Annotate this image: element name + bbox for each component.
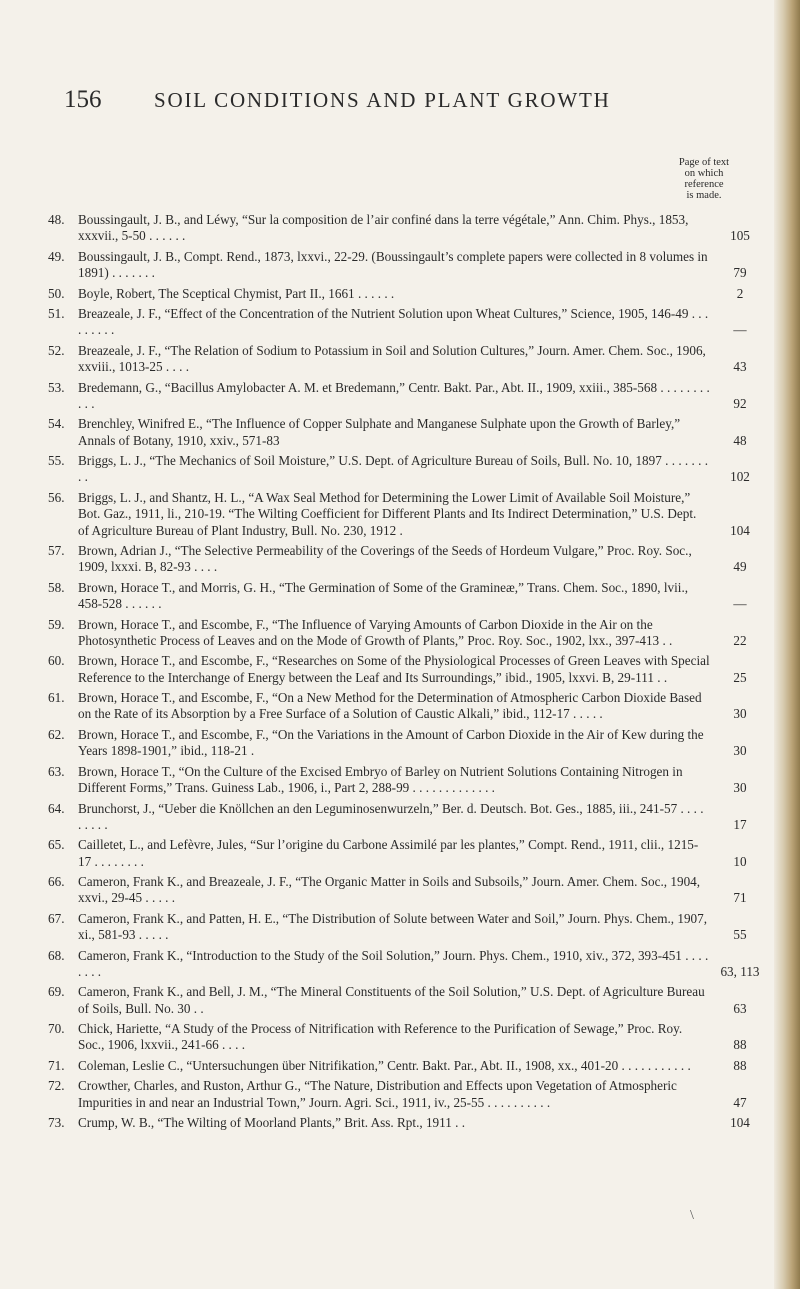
bibliography-entry [48, 453, 760, 486]
bibliography-entry [48, 801, 760, 834]
entry-page-reference: 48 [733, 432, 747, 448]
entry-page-reference: 104 [730, 522, 750, 538]
bibliography-entry [48, 1021, 760, 1054]
bibliography-entry [48, 653, 760, 686]
entry-page-reference: 49 [733, 559, 747, 575]
column-heading-line: is made. [686, 190, 722, 201]
bibliography-entry [48, 948, 760, 981]
bibliography-entry [48, 617, 760, 650]
entry-page-reference: 55 [733, 927, 747, 943]
entry-number: 70. [48, 1021, 65, 1037]
entry-number: 61. [48, 690, 65, 706]
entry-page-reference: 25 [733, 669, 747, 685]
entry-number: 53. [48, 379, 65, 395]
bibliography-entry [48, 874, 760, 907]
entry-number: 62. [48, 726, 65, 742]
bibliography-entry [48, 306, 760, 339]
entry-citation: Cameron, Frank K., and Bell, J. M., “The Mineral Constituents of the Soil Solution,” U.S. Dept. of Agriculture Bureau of Soils, Bull. No. 30 . . [78, 984, 705, 1016]
entry-number: 67. [48, 910, 65, 926]
entry-citation: Brown, Horace T., and Escombe, F., “The Influence of Varying Amounts of Carbon Dioxide in the Air on the Photosynthetic Process of Leaves and on the Mode of Growth of Plants,” Proc. Roy. Soc., 1902, lxx., 397-413 . . [78, 616, 673, 648]
entry-number: 69. [48, 984, 65, 1000]
entry-number: 50. [48, 285, 65, 301]
entry-number: 72. [48, 1078, 65, 1094]
entry-citation: Crowther, Charles, and Ruston, Arthur G., “The Nature, Distribution and Effects upon Vegetation of Atmospheric Impurities in and near an Industrial Town,” Journ. Agri. Sci., 1911, iv., 25-55 . . . . . . . . . . [78, 1078, 677, 1110]
entry-citation: Brown, Horace T., and Escombe, F., “On the Variations in the Amount of Carbon Dioxide in the Air of Kew during the Years 1898-1901,” ibid., 118-21 . [78, 726, 704, 759]
bibliography-entry [48, 249, 760, 282]
entry-page-reference: 79 [733, 265, 747, 281]
entry-citation: Boussingault, J. B., Compt. Rend., 1873, lxxvi., 22-29. (Boussingault’s complete papers were collected in 8 volumes in 1891) . . . . . . . [78, 248, 708, 281]
entry-citation: Brown, Horace T., “On the Culture of the Excised Embryo of Barley on Nutrient Solutions Containing Nitrogen in Different Forms,” Trans. Guiness Lab., 1906, i., Part 2, 288-99 . . . . . . . . . . . . . [78, 763, 683, 796]
book-spine-shadow [774, 0, 800, 1289]
entry-number: 66. [48, 874, 65, 890]
entry-page-reference: 105 [730, 228, 750, 244]
entry-page-reference: 30 [733, 706, 747, 722]
bibliography-entry [48, 580, 760, 613]
entry-number: 64. [48, 800, 65, 816]
entry-page-reference: 30 [733, 780, 747, 796]
running-head: SOIL CONDITIONS AND PLANT GROWTH [154, 88, 611, 112]
entry-citation: Crump, W. B., “The Wilting of Moorland Plants,” Brit. Ass. Rpt., 1911 . . [78, 1115, 466, 1131]
entry-number: 65. [48, 837, 65, 853]
bibliography-entry [48, 1115, 760, 1131]
page-reference-column-heading [668, 157, 740, 201]
entry-number: 73. [48, 1115, 65, 1131]
entry-citation: Chick, Hariette, “A Study of the Process of Nitrification with Reference to the Purification of Sewage,” Proc. Roy. Soc., 1906, lxxvii., 241-66 . . . . [78, 1021, 683, 1053]
bibliography-entry [48, 286, 760, 302]
entry-page-reference: — [733, 596, 747, 612]
column-heading-line: on which [684, 168, 724, 179]
bibliography-entry [48, 727, 760, 760]
pencil-mark: \ [690, 1208, 694, 1223]
entry-page-reference: 104 [730, 1115, 750, 1131]
entry-number: 49. [48, 248, 65, 264]
column-heading-line: reference [684, 179, 724, 190]
entry-citation: Bredemann, G., “Bacillus Amylobacter A. M. et Bredemann,” Centr. Bakt. Par., Abt. II., 1909, xxiii., 385-568 . . . . . . . . . . . [78, 379, 710, 411]
entry-page-reference: 17 [733, 816, 747, 832]
bibliography-entry [48, 764, 760, 797]
entry-page-reference: — [733, 322, 747, 338]
entry-page-reference: 2 [736, 285, 744, 301]
entry-number: 56. [48, 489, 65, 505]
entry-citation: Brunchorst, J., “Ueber die Knöllchen an den Leguminosenwurzeln,” Ber. d. Deutsch. Bot. Ges., 1885, iii., 241-57 . . . . . . . . . [78, 800, 704, 832]
bibliography-list [48, 212, 760, 1136]
column-heading-line: Page of text [678, 157, 730, 168]
entry-page-reference: 10 [733, 853, 747, 869]
entry-number: 48. [48, 212, 65, 227]
page-number: 156 [64, 86, 102, 113]
bibliography-entry [48, 416, 760, 449]
page-header [0, 86, 780, 126]
entry-citation: Boussingault, J. B., and Léwy, “Sur la composition de l’air confiné dans la terre végétale,” Ann. Chim. Phys., 1853, xxxvii., 5-50 . . . . . . [78, 212, 689, 244]
entry-citation: Brown, Adrian J., “The Selective Permeability of the Coverings of the Seeds of Hordeum Vulgare,” Proc. Roy. Soc., 1909, lxxxi. B, 82-93 . . . . [78, 543, 692, 575]
bibliography-entry [48, 911, 760, 944]
bibliography-entry [48, 343, 760, 376]
entry-page-reference: 22 [733, 632, 747, 648]
entry-citation: Cameron, Frank K., “Introduction to the Study of the Soil Solution,” Journ. Phys. Chem., 1910, xiv., 372, 393-451 . . . . . . . . [78, 947, 709, 979]
bibliography-entry [48, 380, 760, 413]
bibliography-entry [48, 984, 760, 1017]
entry-number: 54. [48, 416, 65, 432]
entry-citation: Brown, Horace T., and Escombe, F., “On a New Method for the Determination of Atmospheric Carbon Dioxide Based on the Rate of its Absorption by a Free Surface of a Solution of Caustic Alkali,” ibid., 112-17 . . . . . [78, 690, 702, 722]
entry-citation: Boyle, Robert, The Sceptical Chymist, Part II., 1661 . . . . . . [78, 285, 395, 301]
entry-citation: Brown, Horace T., and Morris, G. H., “The Germination of Some of the Gramineæ,” Trans. Chem. Soc., 1890, lvii., 458-528 . . . . . . [78, 579, 689, 612]
entry-page-reference: 88 [733, 1037, 747, 1053]
entry-page-reference: 71 [733, 890, 747, 906]
bibliography-entry [48, 1078, 760, 1111]
entry-number: 63. [48, 763, 65, 779]
entry-number: 68. [48, 947, 65, 963]
entry-citation: Cailletet, L., and Lefèvre, Jules, “Sur l’origine du Carbone Assimilé par les plantes,” Compt. Rend., 1911, clii., 1215-17 . . . . . . . . [78, 837, 699, 869]
entry-citation: Coleman, Leslie C., “Untersuchungen über Nitrifikation,” Centr. Bakt. Par., Abt. II., 1908, xx., 401-20 . . . . . . . . . . . [78, 1057, 691, 1073]
bibliography-entry [48, 212, 760, 245]
entry-page-reference: 43 [733, 359, 747, 375]
entry-citation: Brenchley, Winifred E., “The Influence of Copper Sulphate and Manganese Sulphate upon the Growth of Barley,” Annals of Botany, 1910, xxiv., 571-83 [78, 416, 681, 448]
entry-page-reference: 63 [733, 1000, 747, 1016]
entry-citation: Breazeale, J. F., “Effect of the Concentration of the Nutrient Solution upon Wheat Cultures,” Science, 1905, 146-49 . . . . . . . . . [78, 306, 709, 338]
entry-citation: Brown, Horace T., and Escombe, F., “Researches on Some of the Physiological Processes of Green Leaves with Special Reference to the Interchange of Energy between the Leaf and Its Surroundings,” ibid., 1905, lxxvi. B, 29-111 . . [78, 653, 710, 685]
entry-page-reference: 47 [733, 1094, 747, 1110]
entry-citation: Cameron, Frank K., and Patten, H. E., “The Distribution of Solute between Water and Soil,” Journ. Phys. Chem., 1907, xi., 581-93 . . . . . [78, 910, 708, 943]
entry-page-reference: 102 [730, 469, 750, 485]
bibliography-entry [48, 543, 760, 576]
entry-citation: Cameron, Frank K., and Breazeale, J. F., “The Organic Matter in Soils and Subsoils,” Journ. Amer. Chem. Soc., 1904, xxvi., 29-45 . . . . . [78, 874, 701, 906]
entry-number: 60. [48, 653, 65, 669]
entry-citation: Breazeale, J. F., “The Relation of Sodium to Potassium in Soil and Solution Cultures,” Journ. Amer. Chem. Soc., 1906, xxviii., 1013-25 . . . . [78, 342, 706, 375]
bibliography-entry [48, 1058, 760, 1074]
bibliography-entry [48, 837, 760, 870]
entry-number: 51. [48, 306, 65, 322]
entry-number: 52. [48, 342, 65, 358]
entry-citation: Briggs, L. J., “The Mechanics of Soil Moisture,” U.S. Dept. of Agriculture Bureau of Soils, Bull. No. 10, 1897 . . . . . . . . . [78, 453, 708, 485]
entry-number: 57. [48, 543, 65, 559]
entry-number: 55. [48, 453, 65, 469]
entry-number: 58. [48, 579, 65, 595]
entry-page-reference: 92 [733, 395, 747, 411]
entry-citation: Briggs, L. J., and Shantz, H. L., “A Wax Seal Method for Determining the Lower Limit of Available Soil Moisture,” Bot. Gaz., 1911, li., 210-19. “The Wilting Coefficient for Different Plants and Its Indirect Determination,” U.S. Dept. of Agriculture Bureau of Plant Industry, Bull. No. 230, 1912 . [78, 489, 697, 538]
bibliography-entry [48, 690, 760, 723]
bibliography-entry [48, 490, 760, 539]
entry-page-reference: 63, 113 [720, 963, 760, 979]
entry-page-reference: 88 [733, 1057, 747, 1073]
entry-number: 71. [48, 1057, 65, 1073]
entry-number: 59. [48, 616, 65, 632]
entry-page-reference: 30 [733, 743, 747, 759]
